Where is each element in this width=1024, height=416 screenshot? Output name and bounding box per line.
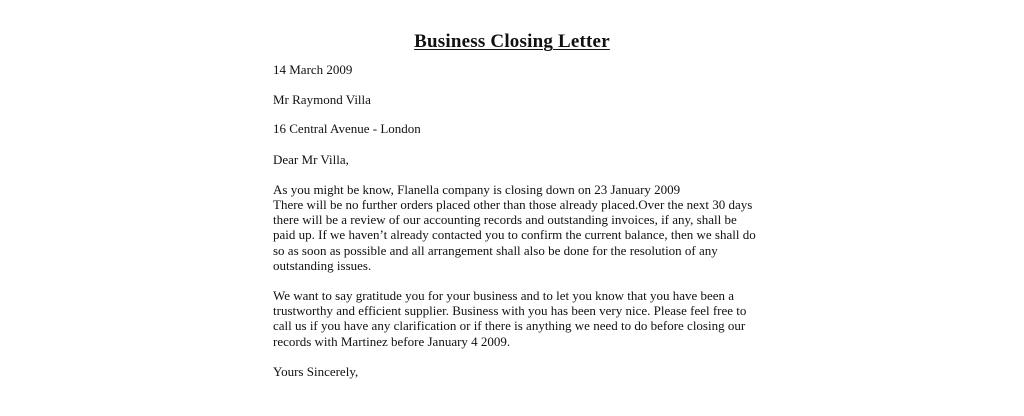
paragraph-line: There will be no further orders placed other than those already placed.Over the next 30 days	[273, 197, 753, 213]
paragraph-1	[273, 181, 756, 273]
letter-title: Business Closing Letter	[414, 31, 610, 52]
paragraph-line: records with Martinez before January 4 2009.	[273, 333, 511, 349]
recipient-name: Mr Raymond Villa	[273, 92, 371, 108]
closing: Yours Sincerely,	[273, 363, 359, 379]
paragraph-line: paid up. If we haven’t already contacted you to confirm the current balance, then we shall do	[273, 227, 756, 243]
salutation: Dear Mr Villa,	[273, 151, 349, 167]
paragraph-line: so as soon as possible and all arrangement shall also be done for the resolution of any	[273, 242, 718, 258]
letter-date: 14 March 2009	[273, 62, 353, 77]
paragraph-line: outstanding issues.	[273, 257, 372, 273]
recipient-address: 16 Central Avenue - London	[273, 121, 421, 137]
paragraph-line: call us if you have any clarification or if there is anything we need to do before closing our	[273, 318, 746, 334]
paragraph-line: As you might be know, Flanella company is closing down on 23 January 2009	[273, 181, 681, 197]
paragraph-line: trustworthy and efficient supplier. Business with you has been very nice. Please feel free to	[273, 303, 747, 319]
paragraph-2	[273, 288, 753, 349]
letter-body	[273, 62, 756, 379]
paragraph-line: there will be a review of our accounting records and outstanding invoices, if any, shall be	[273, 212, 737, 228]
paragraph-line: We want to say gratitude you for your business and to let you know that you have been a	[273, 288, 735, 304]
